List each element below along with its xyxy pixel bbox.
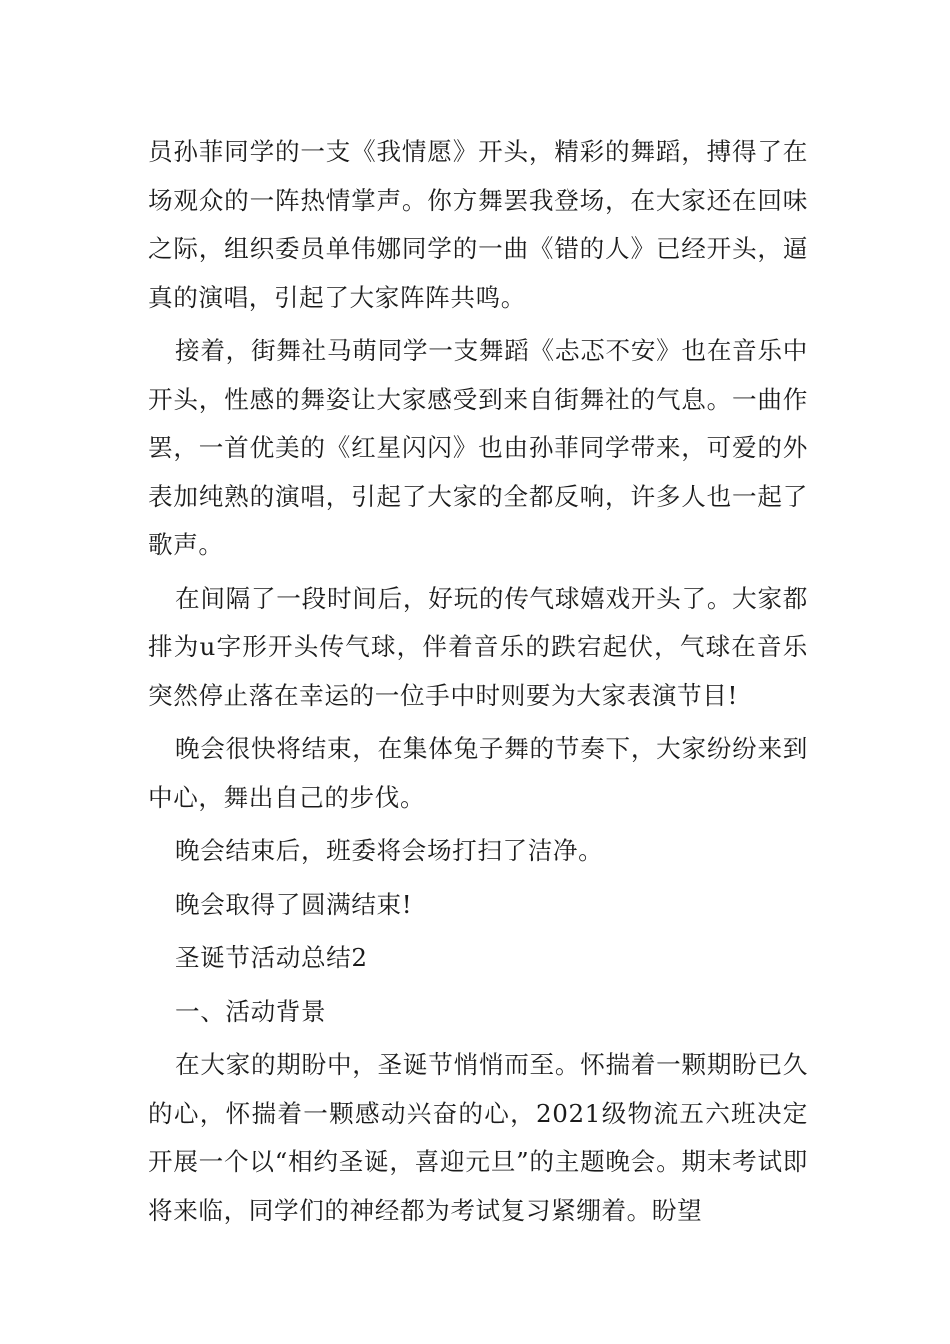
section-title: 圣诞节活动总结2 — [175, 943, 368, 972]
paragraph-performances-opening: 员孙菲同学的一支《我情愿》开头，精彩的舞蹈，搏得了在场观众的一阵热情掌声。你方舞罢我登场，在大家还在回味之际，组织委员单伟娜同学的一曲《错的人》已经开头，逼真的演唱，引起了大家阵阵共鸣。 — [148, 137, 808, 312]
paragraph-bunny-dance: 晚会很快将结束，在集体兔子舞的节奏下，大家纷纷来到中心，舞出自己的步伐。 — [148, 734, 808, 812]
section-heading-background: 一、活动背景 — [175, 996, 327, 1026]
paragraph-background: 在大家的期盼中，圣诞节悄悄而至。怀揣着一颗期盼已久的心，怀揣着一颗感动兴奋的心，2021级物流五六班决定开展一个以“相约圣诞，喜迎元旦”的主题晚会。期末考试即将来临，同学们的神经都为考试复习紧绷着。盼望 — [148, 1050, 808, 1225]
paragraph-balloon-game: 在间隔了一段时间后，好玩的传气球嬉戏开头了。大家都排为u字形开头传气球，伴着音乐的跌宕起伏，气球在音乐突然停止落在幸运的一位手中时则要为大家表演节目! — [148, 583, 808, 710]
paragraph-conclusion: 晚会取得了圆满结束! — [175, 889, 413, 919]
paragraph-street-dance: 接着，街舞社马萌同学一支舞蹈《忐忑不安》也在音乐中开头，性感的舞姿让大家感受到来自街舞社的气息。一曲作罢，一首优美的《红星闪闪》也由孙菲同学带来，可爱的外表加纯熟的演唱，引起了大家的全都反响，许多人也一起了歌声。 — [148, 336, 808, 559]
paragraph-cleanup: 晚会结束后，班委将会场打扫了洁净。 — [175, 836, 604, 865]
document-body — [148, 128, 808, 1240]
